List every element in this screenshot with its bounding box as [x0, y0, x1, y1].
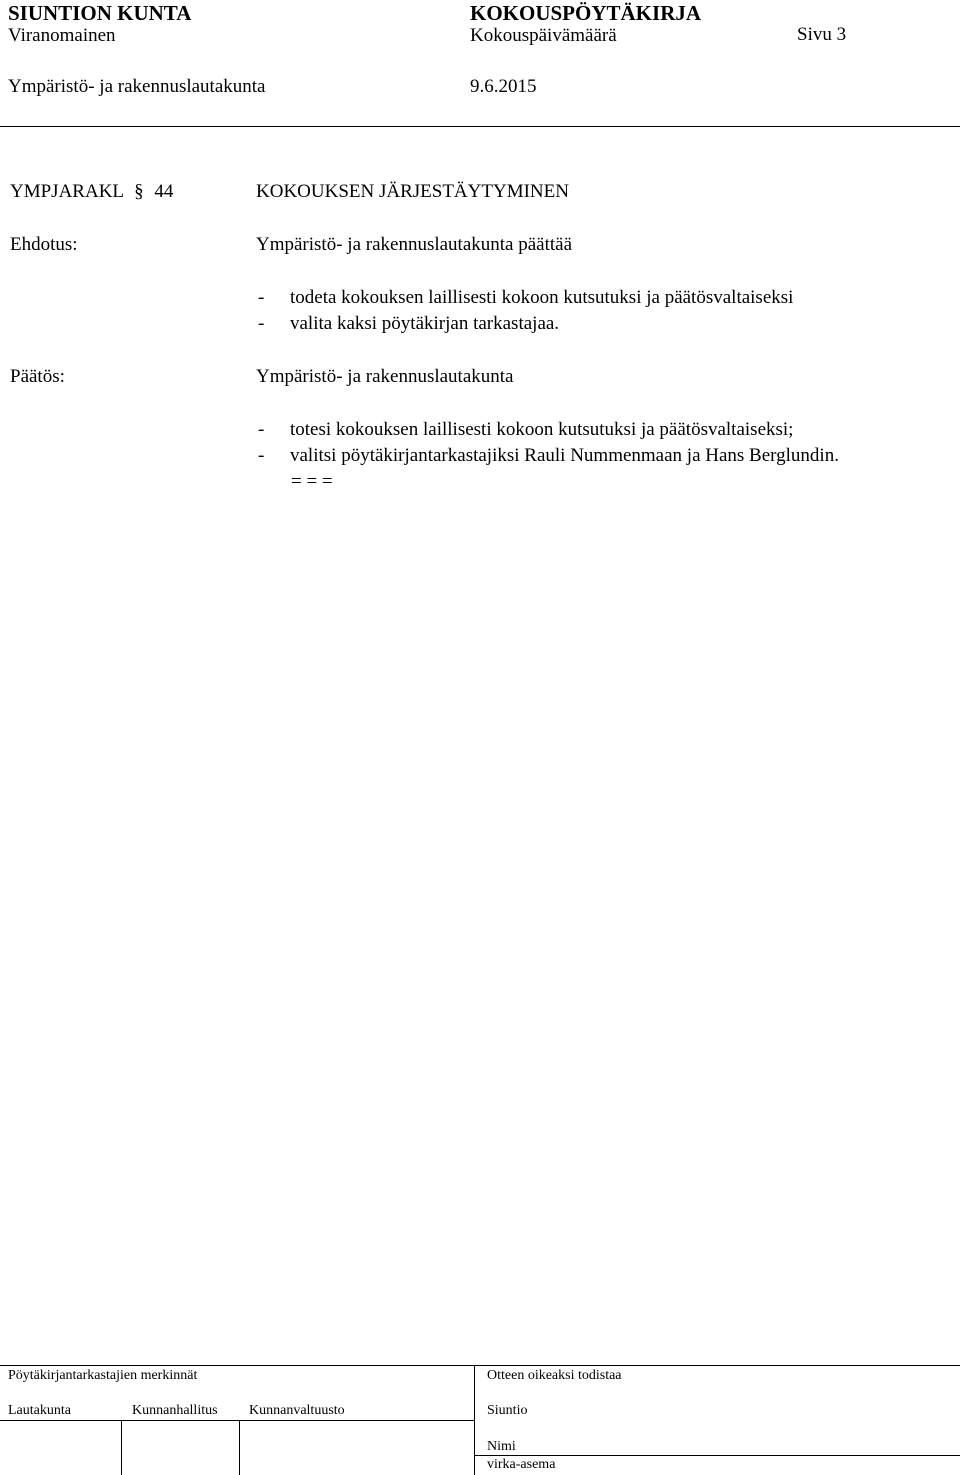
section-number: 44	[154, 181, 174, 202]
list-dash: -	[258, 287, 265, 308]
footer-cell-divider-1	[121, 1420, 122, 1475]
footer-mid-line	[0, 1420, 474, 1421]
document-type: KOKOUSPÖYTÄKIRJA	[470, 1, 702, 25]
decision-intro: Ympäristö- ja rakennuslautakunta	[256, 366, 514, 387]
certify-label: Otteen oikeaksi todistaa	[487, 1368, 622, 1383]
section-code-text: YMPJARAKL	[10, 181, 124, 202]
list-dash: -	[258, 445, 265, 466]
committee-label: Lautakunta	[8, 1403, 71, 1418]
proposal-item-text: todeta kokouksen laillisesti kokoon kutsutuksi ja päätösvaltaiseksi	[290, 287, 794, 308]
section-code	[10, 181, 173, 203]
footer-divider	[474, 1365, 475, 1475]
municipal-board-label: Kunnanhallitus	[132, 1403, 218, 1418]
decision-label: Päätös:	[10, 366, 65, 387]
proposal-intro: Ympäristö- ja rakennuslautakunta päättää	[256, 234, 573, 255]
end-mark: = = =	[291, 471, 333, 492]
footer-top-line	[0, 1365, 960, 1366]
list-dash: -	[258, 419, 265, 440]
meeting-date-label: Kokouspäivämäärä	[470, 25, 617, 46]
proposal-label: Ehdotus:	[10, 234, 78, 255]
place-label: Siuntio	[487, 1403, 528, 1418]
reviewers-label: Pöytäkirjantarkastajien merkinnät	[8, 1368, 198, 1383]
list-dash: -	[258, 313, 265, 334]
position-label: virka-asema	[487, 1457, 556, 1472]
meeting-date: 9.6.2015	[470, 76, 537, 97]
paragraph-symbol: §	[134, 181, 144, 202]
section-title: KOKOUKSEN JÄRJESTÄYTYMINEN	[256, 181, 569, 202]
authority-name: Ympäristö- ja rakennuslautakunta	[8, 76, 266, 97]
municipality-name: SIUNTION KUNTA	[8, 1, 192, 25]
footer-cell-divider-2	[239, 1420, 240, 1475]
decision-item	[258, 419, 794, 441]
page-number: Sivu 3	[797, 24, 847, 45]
header-divider	[0, 126, 960, 127]
authority-label: Viranomainen	[8, 25, 116, 46]
municipal-council-label: Kunnanvaltuusto	[249, 1403, 345, 1418]
decision-item-text: valitsi pöytäkirjantarkastajiksi Rauli Nummenmaan ja Hans Berglundin.	[290, 445, 839, 466]
name-label: Nimi	[487, 1439, 516, 1454]
decision-item-text: totesi kokouksen laillisesti kokoon kutsutuksi ja päätösvaltaiseksi;	[290, 419, 794, 440]
proposal-item-text: valita kaksi pöytäkirjan tarkastajaa.	[290, 313, 560, 334]
proposal-item	[258, 313, 560, 335]
footer-name-line	[474, 1455, 960, 1456]
proposal-item	[258, 287, 794, 309]
decision-item	[258, 445, 839, 467]
